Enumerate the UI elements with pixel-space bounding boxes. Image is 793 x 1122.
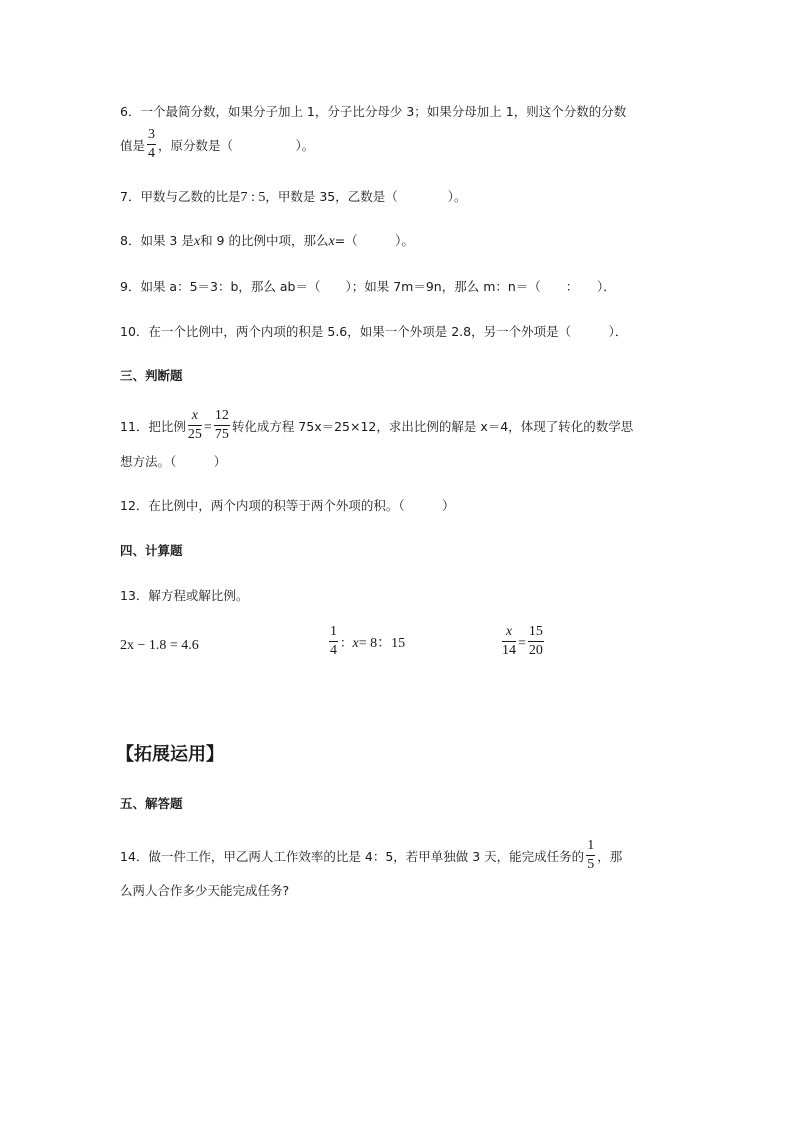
question-8-text-a: 8．如果 3 是 bbox=[120, 233, 194, 248]
equation-2-rest: = 8：15 bbox=[358, 636, 406, 651]
question-11-line-1 bbox=[120, 408, 634, 444]
question-6-line-1: 6．一个最简分数，如果分子加上 1，分子比分母少 3；如果分母加上 1，则这个分数的分数 bbox=[120, 104, 627, 119]
question-7 bbox=[120, 191, 467, 205]
fraction-three-quarters: $\frac{3}{4}$ bbox=[148, 127, 156, 161]
question-11-text-b: 转化成方程 75x＝25×12，求出比例的解是 x＝4，体现了转化的数学思 bbox=[231, 419, 634, 434]
extension-heading: 【拓展运用】 bbox=[116, 744, 224, 765]
question-8-variable-x-2: x bbox=[328, 234, 335, 249]
fraction-15-over-20: $\frac{15}{20}$ bbox=[528, 624, 543, 658]
question-8-text-b: 和 9 的比例中项，那么 bbox=[200, 233, 329, 248]
fraction-x-over-25: $\frac{x}{25}$ bbox=[187, 408, 202, 442]
question-14-line-2: 么两人合作多少天能完成任务? bbox=[120, 883, 290, 898]
section-answer-heading: 五、解答题 bbox=[120, 796, 183, 811]
equation-3 bbox=[500, 624, 546, 660]
equation-1: 2x − 1.8 = 4.6 bbox=[120, 638, 199, 653]
equation-2-variable-x: x bbox=[352, 636, 359, 651]
question-14-text-b: ，那 bbox=[597, 849, 623, 864]
question-7-text-a: 7．甲数与乙数的比是 bbox=[120, 189, 241, 204]
fraction-one-quarter: $\frac{1}{4}$ bbox=[330, 624, 337, 658]
question-13-title: 13．解方程或解比例。 bbox=[120, 588, 249, 603]
question-6-prefix: 值是 bbox=[120, 138, 146, 153]
question-14-text-a: 14．做一件工作，甲乙两人工作效率的比是 4：5，若甲单独做 3 天，能完成任务的 bbox=[120, 849, 585, 864]
question-10: 10．在一个比例中，两个内项的积是 5.6，如果一个外项是 2.8，另一个外项是（ ）． bbox=[120, 324, 628, 339]
equation-3-equals: = bbox=[518, 636, 526, 651]
question-6-line-2 bbox=[120, 127, 315, 163]
question-6-suffix: ，原分数是（ ）。 bbox=[158, 138, 315, 153]
section-calculation-heading: 四、计算题 bbox=[120, 543, 183, 558]
equation-2 bbox=[327, 624, 406, 660]
question-9: 9．如果 a：5＝3：b，那么 ab＝（ ）；如果 7m＝9n，那么 m：n＝（ ： ）． bbox=[120, 279, 616, 294]
question-7-text-b: ，甲数是 35，乙数是（ ）。 bbox=[265, 189, 467, 204]
fraction-one-fifth: $\frac{1}{5}$ bbox=[587, 838, 595, 872]
equation-2-colon: ： bbox=[340, 635, 353, 650]
question-12: 12．在比例中，两个内项的积等于两个外项的积。（ ） bbox=[120, 498, 455, 513]
question-8-text-c: =（ ）。 bbox=[334, 233, 414, 248]
fraction-12-over-75: $\frac{12}{75}$ bbox=[214, 408, 229, 442]
fraction-x-over-14: $\frac{x}{14}$ bbox=[502, 624, 516, 658]
question-14-line-1 bbox=[120, 838, 623, 874]
question-11-equals: = bbox=[203, 420, 212, 435]
question-8-variable-x: x bbox=[193, 234, 201, 249]
question-11-line-2: 想方法。（ ） bbox=[120, 454, 227, 469]
question-8 bbox=[120, 235, 414, 249]
question-7-ratio: 7 : 5 bbox=[240, 190, 266, 205]
section-judgement-heading: 三、判断题 bbox=[120, 368, 183, 383]
question-11-text-a: 11．把比例 bbox=[120, 419, 186, 434]
